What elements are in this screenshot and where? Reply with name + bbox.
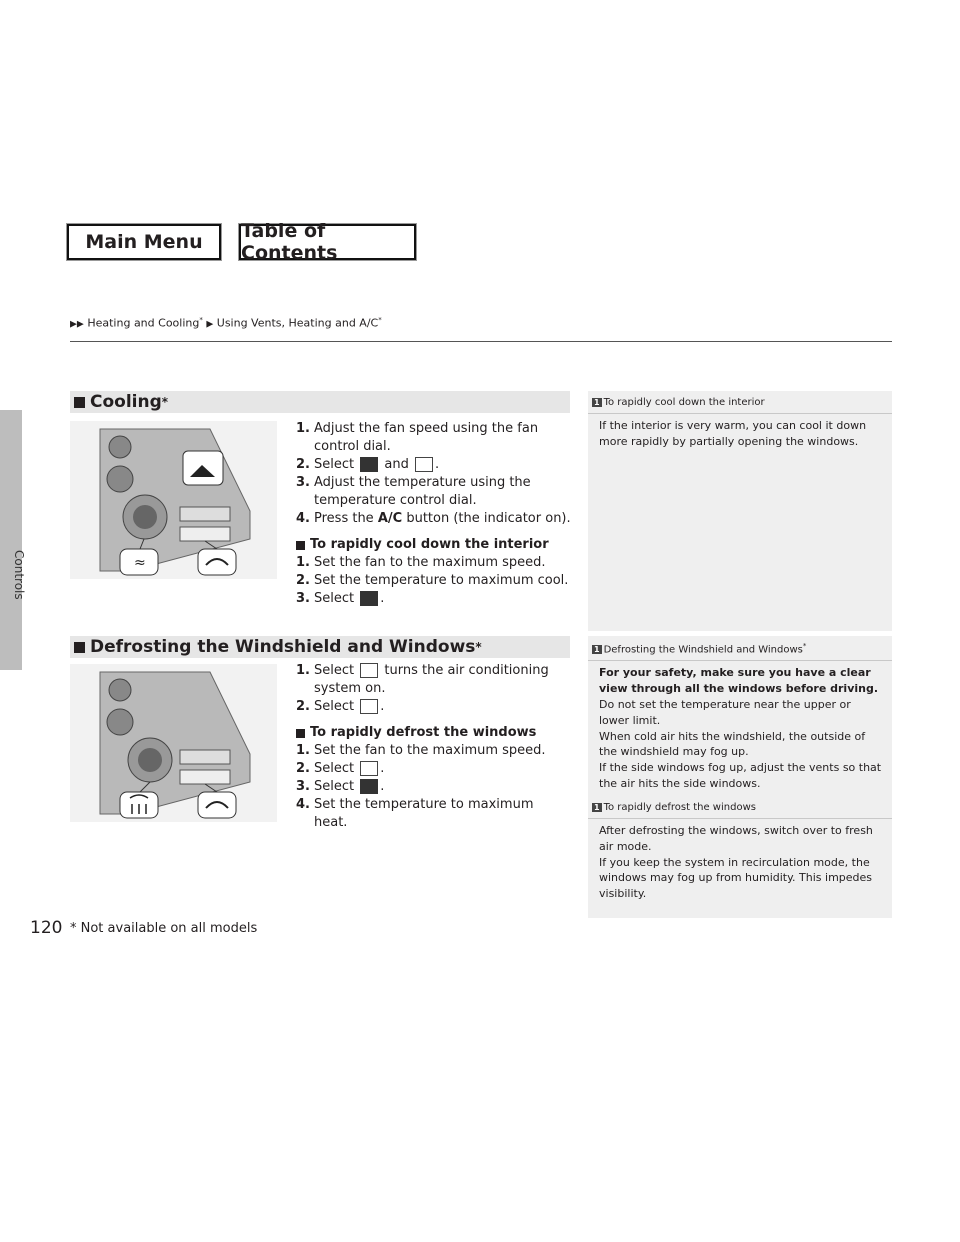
note-head [588, 796, 892, 819]
svg-text:≈: ≈ [134, 555, 146, 571]
step-num: 2. [296, 761, 310, 776]
step-num: 2. [296, 457, 310, 472]
step-num: 3. [296, 475, 310, 490]
step-text: Press the [314, 511, 374, 526]
step-num: 1. [296, 663, 310, 678]
cooling-steps [296, 420, 571, 608]
step-text: . [435, 457, 440, 472]
section-square-icon [296, 729, 305, 738]
note-defrost [588, 636, 892, 796]
step [296, 590, 571, 608]
cooling-heading [70, 391, 570, 413]
note-star: * [802, 642, 807, 650]
step [296, 742, 571, 760]
breadcrumb-arrow-icon: ▶▶ [70, 319, 84, 330]
fresh-air-icon [360, 591, 378, 606]
breadcrumb [70, 316, 382, 330]
header-rule [70, 341, 892, 342]
note-bold: For your safety, make sure you have a clear view through all the windows before driving. [599, 666, 879, 696]
step-text: Select [314, 591, 355, 606]
step [296, 778, 571, 796]
section-square-icon [74, 397, 85, 408]
side-tab [0, 410, 22, 670]
defrost-star: * [475, 640, 482, 654]
step-text: and [384, 457, 409, 472]
note-line: If you keep the system in recirculation mode, the windows may fog up from humidity. This impedes visibility. [599, 855, 873, 901]
breadcrumb-star: * [378, 316, 382, 324]
step-text: button (the indicator on). [406, 511, 571, 526]
defrost-heading [70, 636, 570, 658]
ref-mark: 1 [594, 803, 600, 812]
defrost-panel-illustration [70, 664, 277, 822]
step-text: Adjust the temperature using the temperature control dial. [314, 475, 531, 508]
footnote: * Not available on all models [70, 921, 258, 936]
step-num: 3. [296, 779, 310, 794]
step-num: 2. [296, 573, 310, 588]
step-text: Select [314, 761, 355, 776]
step-text: Set the temperature to maximum heat. [314, 797, 534, 830]
cooling-panel-illustration [70, 421, 277, 579]
step-num: 4. [296, 511, 310, 526]
note-line: After defrosting the windows, switch over to fresh air mode. [599, 824, 873, 853]
note-head-text: To rapidly defrost the windows [603, 802, 756, 813]
step [296, 572, 571, 590]
note-line: When cold air hits the windshield, the outside of the windshield may fog up. [599, 729, 866, 759]
ref-mark: 1 [594, 398, 600, 407]
step-text: Set the fan to the maximum speed. [314, 555, 546, 570]
fan-mode-icon [360, 457, 378, 472]
step-text: . [380, 591, 385, 606]
step [296, 796, 571, 832]
breadcrumb-part1: Heating and Cooling [87, 316, 200, 330]
step-text: Select [314, 663, 355, 678]
note-head [588, 391, 892, 414]
note-body [588, 819, 892, 902]
ref-mark: 1 [594, 645, 600, 655]
step [296, 420, 571, 456]
step [296, 456, 571, 474]
rapid-defrost-heading-text: To rapidly defrost the windows [310, 725, 537, 740]
defrost-icon [360, 663, 378, 678]
note-body: If the interior is very warm, you can cool it down more rapidly by partially opening the windows. [599, 419, 867, 448]
note-head [588, 636, 892, 661]
step [296, 698, 571, 716]
step-text: turns the air conditioning system on. [314, 663, 549, 696]
step-text: Adjust the fan speed using the fan control dial. [314, 421, 539, 454]
table-of-contents-button[interactable]: Table of Contents [239, 224, 416, 260]
breadcrumb-arrow-icon: ▶ [206, 319, 214, 330]
step-text: . [380, 699, 385, 714]
step-text: Select [314, 699, 355, 714]
note-line: If the side windows fog up, adjust the vents so that the air hits the side windows. [599, 761, 882, 790]
rapid-defrost-heading [296, 724, 571, 742]
ac-label: A/C [377, 511, 403, 526]
step [296, 474, 571, 510]
note-rapid-defrost [588, 796, 892, 918]
defrost-icon [360, 761, 378, 776]
fresh-air-icon [360, 779, 378, 794]
section-square-icon [74, 642, 85, 653]
defrost-heading-text: Defrosting the Windshield and Windows [90, 637, 476, 657]
step [296, 760, 571, 778]
section-square-icon [296, 541, 305, 550]
breadcrumb-part2: Using Vents, Heating and A/C [216, 316, 379, 330]
step [296, 554, 571, 572]
step [296, 662, 571, 698]
note-head-text: Defrosting the Windshield and Windows [603, 644, 803, 656]
recirculation-icon [360, 699, 378, 714]
step-text: Set the temperature to maximum cool. [314, 573, 569, 588]
step-num: 3. [296, 591, 310, 606]
step-text: . [380, 761, 385, 776]
cooling-heading-text: Cooling [90, 392, 162, 412]
step-num: 1. [296, 421, 310, 436]
main-menu-button[interactable]: Main Menu [67, 224, 221, 260]
defrost-steps [296, 662, 571, 832]
step-num: 2. [296, 699, 310, 714]
rapid-cool-heading [296, 536, 571, 554]
step-num: 1. [296, 743, 310, 758]
step-text: Select [314, 779, 355, 794]
breadcrumb-star: * [199, 316, 203, 324]
step-text: Select [314, 457, 355, 472]
rapid-cool-heading-text: To rapidly cool down the interior [310, 537, 549, 552]
note-head-text: To rapidly cool down the interior [603, 397, 765, 408]
step-text: . [380, 779, 385, 794]
note-line: Do not set the temperature near the upper or lower limit. [599, 697, 851, 727]
step-num: 4. [296, 797, 310, 812]
step-num: 1. [296, 555, 310, 570]
step-text: Set the fan to the maximum speed. [314, 743, 546, 758]
recirculation-icon [415, 457, 433, 472]
cooling-star: * [161, 395, 169, 409]
note-body [588, 661, 892, 791]
page-number: 120 [30, 918, 63, 938]
side-label: Controls [12, 550, 26, 600]
note-cool [588, 391, 892, 631]
step [296, 510, 571, 528]
